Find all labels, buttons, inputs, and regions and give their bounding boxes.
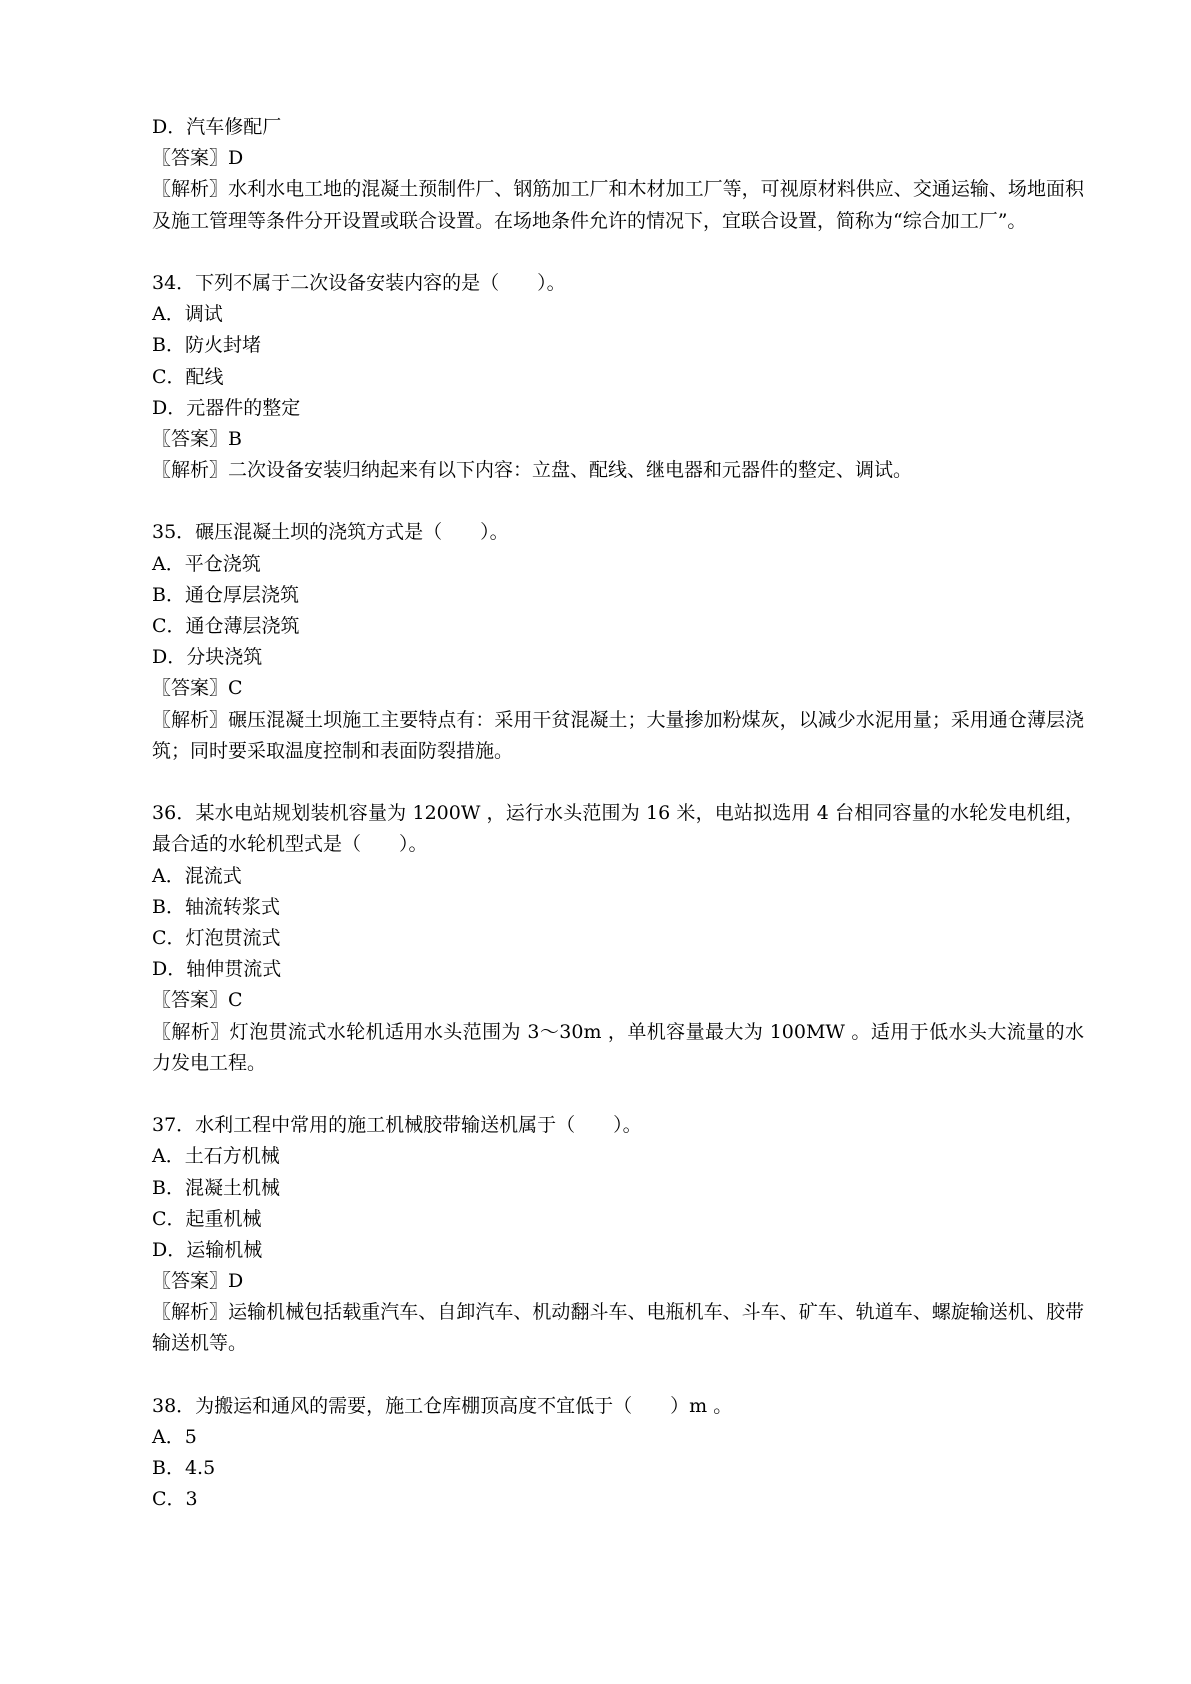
option-a: A．混流式: [152, 864, 242, 887]
option-d: D．分块浇筑: [152, 646, 263, 669]
option-d: D．汽车修配厂: [152, 116, 282, 138]
option-d: D．运输机械: [152, 1238, 263, 1261]
spacer: [152, 1360, 1084, 1391]
document-page: [152, 112, 1084, 1516]
analysis-paragraph: 〖解析〗灯泡贯流式水轮机适用水头范围为 3～30m ，单机容量最大为 100MW 。适用于低水头大流量的水力发电工程。: [152, 1020, 1084, 1074]
option-d: D．元器件的整定: [152, 396, 301, 419]
spacer: [152, 237, 1084, 268]
option-a: A．平仓浇筑: [152, 552, 261, 575]
option-c: C．通仓薄层浇筑: [152, 615, 300, 638]
option-b: B．防火封堵: [152, 334, 261, 357]
option-b: B．4.5: [152, 1457, 216, 1480]
answer-line: 〖答案〗C: [152, 677, 243, 700]
question-stem: 34．下列不属于二次设备安装内容的是（ ）。: [152, 271, 566, 294]
option-a: A．土石方机械: [152, 1145, 280, 1168]
question-33-tail: [152, 112, 1084, 237]
question-38: [152, 1391, 1084, 1516]
answer-line: 〖答案〗C: [152, 989, 243, 1012]
question-37: [152, 1110, 1084, 1360]
option-a: A．调试: [152, 303, 223, 326]
option-c: C．配线: [152, 365, 224, 388]
analysis-paragraph: 〖解析〗运输机械包括载重汽车、自卸汽车、机动翻斗车、电瓶机车、斗车、矿车、轨道车、螺旋输送机、胶带输送机等。: [152, 1301, 1084, 1355]
analysis-paragraph: 〖解析〗水利水电工地的混凝土预制件厂、钢筋加工厂和木材加工厂等，可视原材料供应、交通运输、场地面积及施工管理等条件分开设置或联合设置。在场地条件允许的情况下，宜联合设置，简称为“综合加工厂”。: [152, 178, 1084, 232]
spacer: [152, 767, 1084, 798]
analysis-paragraph: 〖解析〗碾压混凝土坝施工主要特点有：采用干贫混凝土；大量掺加粉煤灰，以减少水泥用量；采用通仓薄层浇筑；同时要采取温度控制和表面防裂措施。: [152, 708, 1084, 762]
question-stem: 38．为搬运和通风的需要，施工仓库棚顶高度不宜低于（ ）m 。: [152, 1394, 733, 1417]
question-stem: 37．水利工程中常用的施工机械胶带输送机属于（ ）。: [152, 1114, 642, 1137]
option-b: B．混凝土机械: [152, 1176, 280, 1199]
question-35: [152, 517, 1084, 767]
question-34: [152, 268, 1084, 486]
option-c: C．起重机械: [152, 1207, 262, 1230]
option-c: C．灯泡贯流式: [152, 926, 281, 949]
analysis-paragraph: 〖解析〗二次设备安装归纳起来有以下内容：立盘、配线、继电器和元器件的整定、调试。: [152, 459, 913, 482]
option-a: A．5: [152, 1426, 197, 1449]
question-stem: 35．碾压混凝土坝的浇筑方式是（ ）。: [152, 521, 509, 544]
question-36: [152, 798, 1084, 1079]
spacer: [152, 1079, 1084, 1110]
answer-line: 〖答案〗D: [152, 1270, 244, 1293]
option-b: B．通仓厚层浇筑: [152, 583, 299, 606]
answer-line: 〖答案〗B: [152, 427, 242, 450]
spacer: [152, 486, 1084, 517]
answer-line: 〖答案〗D: [152, 147, 244, 170]
option-b: B．轴流转浆式: [152, 895, 280, 918]
option-c: C．3: [152, 1488, 198, 1511]
option-d: D．轴伸贯流式: [152, 958, 282, 981]
question-stem: 36．某水电站规划装机容量为 1200W ，运行水头范围为 16 米，电站拟选用 4 台相同容量的水轮发电机组，最合适的水轮机型式是（ ）。: [152, 802, 1084, 856]
